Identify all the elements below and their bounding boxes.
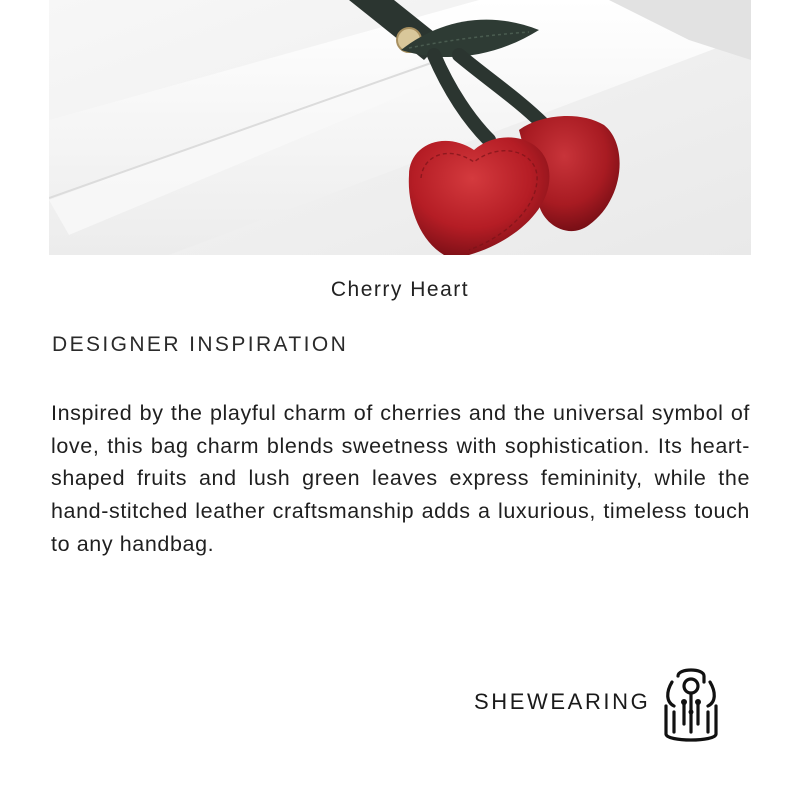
brand-name: SHEWEARING: [474, 689, 651, 714]
section-title: DESIGNER INSPIRATION: [52, 333, 349, 356]
product-caption: Cherry Heart: [330, 278, 470, 301]
product-photo: [49, 0, 751, 255]
description-paragraph: Inspired by the playful charm of cherries and the universal symbol of love, this bag charm blends sweetness with sophistication. Its heart-shaped fruits and lush green leaves express femininity, while the hand-stitched leather craftsmanship adds a luxurious, timeless touch to any handbag.: [51, 401, 750, 556]
shewearing-logo-icon: [660, 662, 722, 746]
cherry-charm-illustration: [49, 0, 751, 255]
